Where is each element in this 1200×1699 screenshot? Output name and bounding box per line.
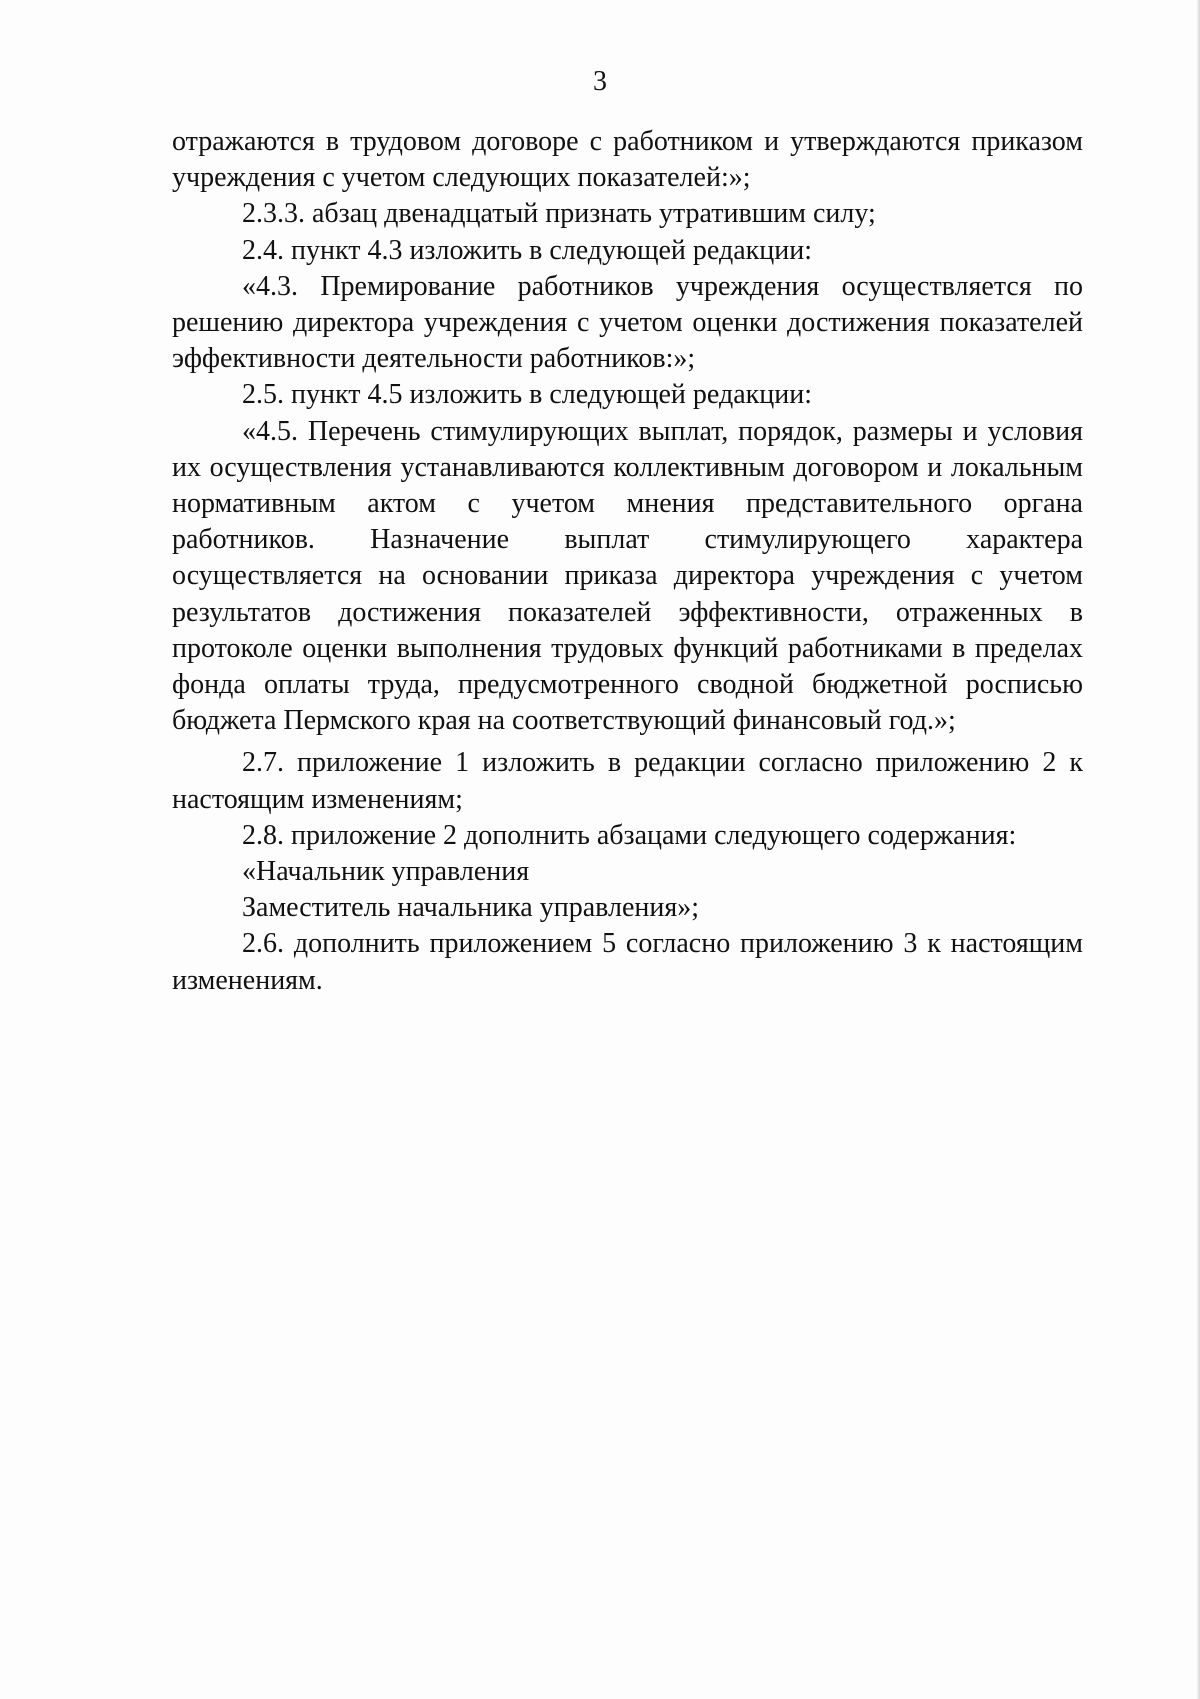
paragraph-position-head: «Начальник управления bbox=[242, 856, 530, 888]
paragraph-position-deputy: Заместитель начальника управления»; bbox=[242, 892, 700, 924]
paragraph-continuation: отражаются в трудовом договоре с работником и утверждаются приказом учреждения с учетом следующих показателей:»; bbox=[172, 126, 1083, 194]
paragraph-2-5: 2.5. пункт 4.5 изложить в следующей редакции: bbox=[242, 379, 812, 411]
paragraph-4-5-text: «4.5. Перечень стимулирующих выплат, порядок, размеры и условия их осуществления устанавливаются коллективным договором и локальным нормативным актом с учетом мнения представительного органа работников. Назначение выплат стимулирующего характера осуществляется на основании приказа директора учреждения с учетом результатов достижения показателей эффективности, отраженных в протоколе оценки выполнения трудовых функций работниками в пределах фонда оплаты труда, предусмотренного сводной бюджетной росписью бюджета Пермского края на соответствующий финансовый год.»; bbox=[172, 415, 1083, 737]
paragraph-2-6: 2.6. дополнить приложением 5 согласно приложению 3 к настоящим изменениям. bbox=[172, 928, 1083, 996]
paragraph-4-3-text: «4.3. Премирование работников учреждения осуществляется по решению директора учреждения с учетом оценки достижения показателей эффективности деятельности работников:»; bbox=[172, 270, 1083, 375]
paragraph-2-4: 2.4. пункт 4.3 изложить в следующей редакции: bbox=[242, 234, 812, 266]
document-body bbox=[172, 124, 1083, 999]
paragraph-2-7: 2.7. приложение 1 изложить в редакции согласно приложению 2 к настоящим изменениям; bbox=[172, 747, 1083, 815]
page-edge-shadow bbox=[1196, 0, 1200, 1699]
page-number: 3 bbox=[593, 66, 607, 97]
paragraph-2-8: 2.8. приложение 2 дополнить абзацами следующего содержания: bbox=[242, 819, 1017, 851]
paragraph-2-3-3: 2.3.3. абзац двенадцатый признать утратившим силу; bbox=[242, 198, 876, 230]
